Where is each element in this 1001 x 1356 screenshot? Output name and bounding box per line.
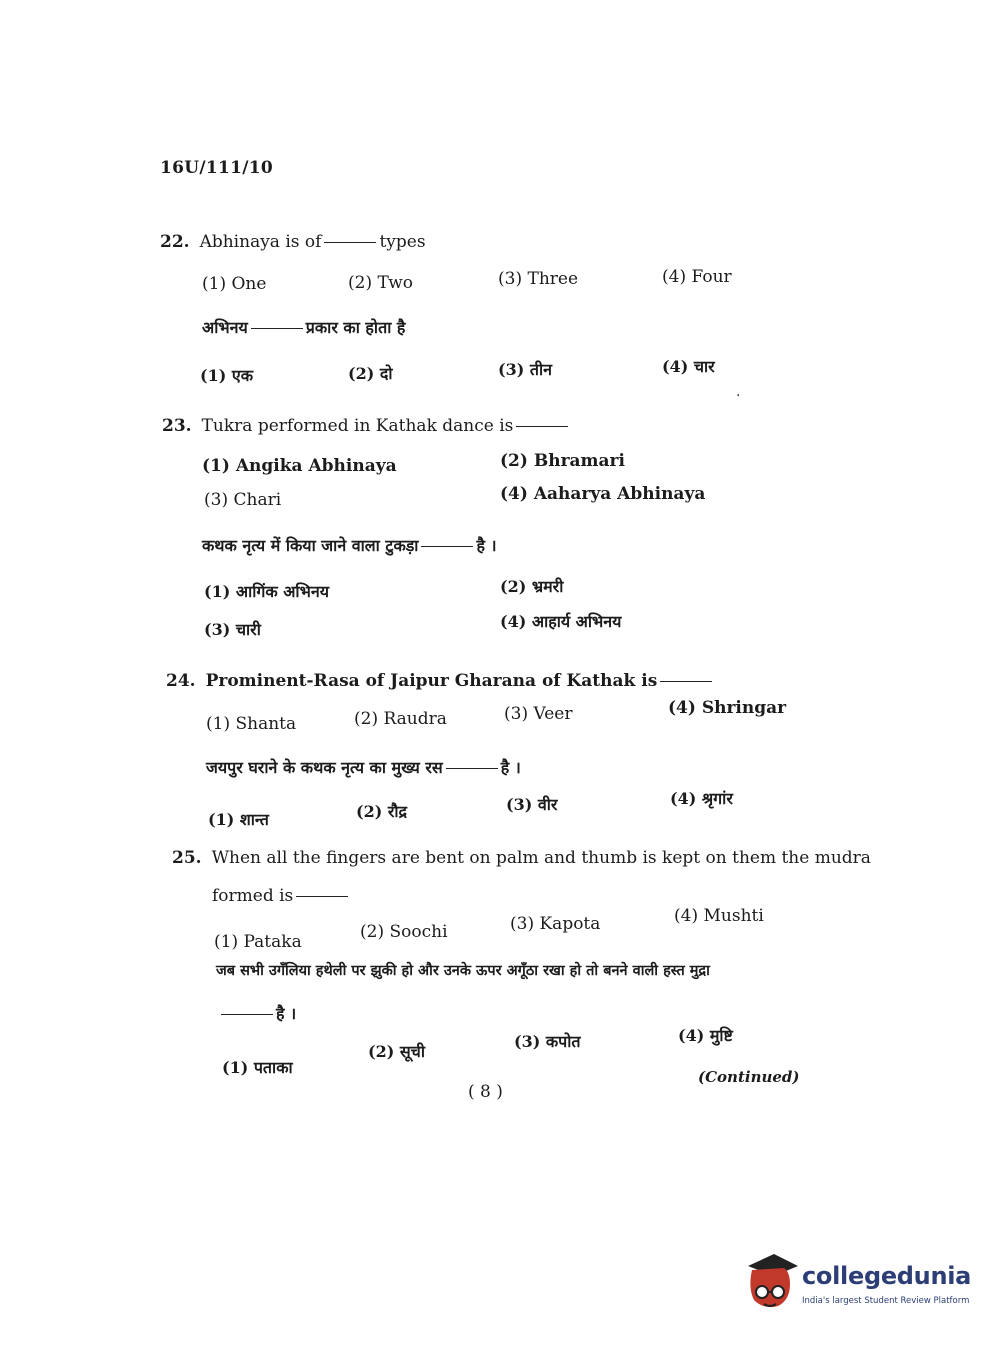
option: (1) एक (200, 366, 253, 385)
paper-code: 16U/111/10 (160, 158, 274, 178)
option: (2) Two (348, 273, 414, 293)
option: (1) शान्त (208, 810, 269, 829)
mascot-icon (740, 1248, 800, 1314)
answer-blank (421, 546, 473, 547)
option: (2) भ्रमरी (500, 577, 564, 596)
question-25-hi-line2: है । (218, 1002, 296, 1024)
answer-blank (516, 426, 568, 427)
option: (1) One (202, 274, 267, 294)
speck: · (736, 388, 741, 404)
option: (4) Mushti (674, 906, 764, 926)
option: (4) Aaharya Abhinaya (500, 484, 706, 504)
question-number: 23. (162, 416, 192, 436)
logo-tagline: India's largest Student Review Platform (802, 1296, 970, 1306)
answer-blank (446, 768, 498, 769)
option: (3) Veer (504, 704, 573, 724)
option: (2) सूची (368, 1042, 425, 1061)
option: (1) Pataka (214, 932, 302, 952)
option: (1) Angika Abhinaya (202, 456, 397, 476)
option: (3) तीन (498, 360, 552, 379)
page-number: ( 8 ) (468, 1082, 503, 1102)
answer-blank (660, 681, 712, 682)
collegedunia-logo (740, 1248, 980, 1318)
question-24-hi: जयपुर घराने के कथक नृत्य का मुख्य रस है । (206, 758, 521, 777)
question-number: 22. (160, 232, 190, 252)
option: (4) चार (662, 357, 715, 376)
option: (4) Shringar (668, 698, 787, 718)
option: (2) दो (348, 364, 393, 383)
option: (3) कपोत (514, 1032, 581, 1051)
question-25-en-line1: 25. When all the fingers are bent on palm and thumb is kept on them the mudra (172, 848, 871, 868)
question-25-en-line2: formed is (212, 886, 351, 906)
answer-blank (221, 1014, 273, 1015)
question-23-hi: कथक नृत्य में किया जाने वाला टुकड़ा है । (202, 536, 497, 555)
option: (4) आहार्य अभिनय (500, 612, 622, 631)
option: (4) मुष्टि (678, 1026, 733, 1045)
question-number: 24. (166, 671, 196, 691)
answer-blank (296, 896, 348, 897)
question-23-en: 23. Tukra performed in Kathak dance is (162, 416, 571, 436)
question-22-en: 22. Abhinaya is of types (160, 232, 426, 252)
option: (2) Soochi (360, 922, 448, 942)
answer-blank (251, 328, 303, 329)
option: (4) Four (662, 267, 732, 287)
logo-name: collegedunia (802, 1262, 972, 1290)
option: (4) श्रृगांर (670, 789, 733, 808)
continued-label: (Continued) (698, 1068, 800, 1086)
option: (2) रौद्र (356, 802, 408, 821)
option: (1) आगिंक अभिनय (204, 582, 329, 601)
answer-blank (324, 242, 376, 243)
question-22-hi: अभिनय प्रकार का होता है (202, 318, 406, 337)
option: (2) Bhramari (500, 451, 625, 471)
option: (3) Kapota (510, 914, 601, 934)
question-24-en: 24. Prominent-Rasa of Jaipur Gharana of Kathak is (166, 671, 715, 691)
option: (3) वीर (506, 795, 558, 814)
option: (2) Raudra (354, 709, 447, 729)
question-number: 25. (172, 848, 202, 868)
option: (3) चारी (204, 620, 261, 639)
option: (1) पताका (222, 1058, 293, 1077)
option: (3) Chari (204, 490, 282, 510)
question-25-hi-line1: जब सभी उगँलिया हथेली पर झुकी हो और उनके ऊपर अगूँठा रखा हो तो बनने वाली हस्त मुद्रा (216, 962, 710, 979)
option: (3) Three (498, 269, 579, 289)
option: (1) Shanta (206, 714, 297, 734)
